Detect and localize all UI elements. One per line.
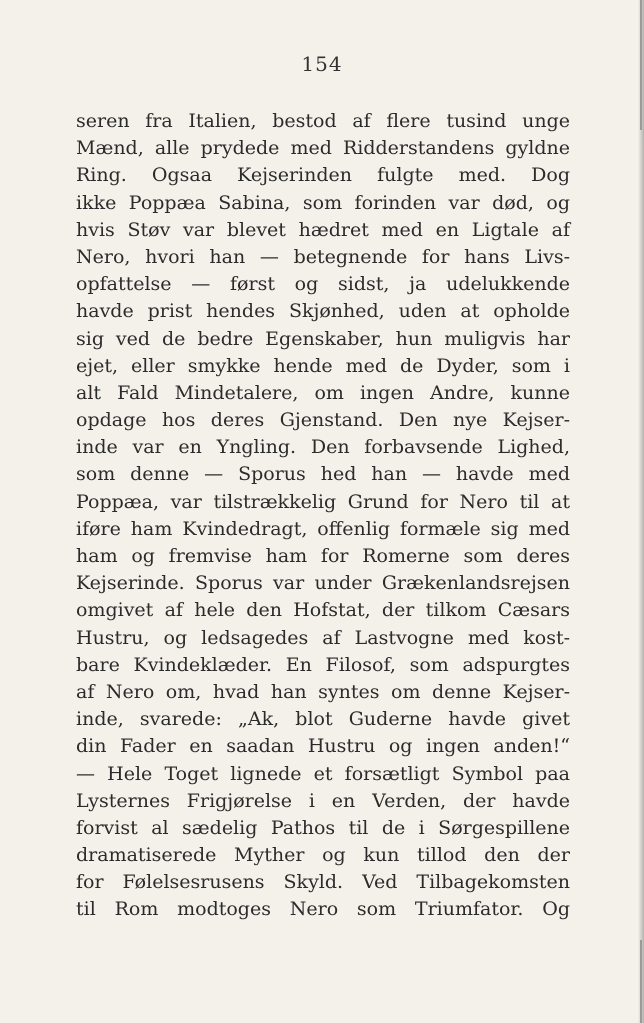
- text-line: for Følelsesrusens Skyld. Ved Tilbagekomsten: [76, 871, 570, 894]
- text-line: alt Fald Mindetalere, om ingen Andre, kunne: [76, 381, 570, 404]
- text-line: opdage hos deres Gjenstand. Den nye Kejser-: [76, 409, 570, 432]
- text-line: Lysternes Frigjørelse i en Verden, der havde: [76, 789, 570, 812]
- text-line: seren fra Italien, bestod af flere tusind unge: [76, 110, 570, 132]
- text-line: opfattelse — først og sidst, ja udelukkende: [76, 273, 570, 296]
- text-line: Kejserinde. Sporus var under Grækenlandsrejsen: [76, 572, 570, 595]
- text-line: din Fader en saadan Hustru og ingen anden!“: [76, 735, 570, 758]
- text-line: bare Kvindeklæder. En Filosof, som adspurgtes: [76, 653, 570, 676]
- text-line: inde var en Yngling. Den forbavsende Lighed,: [76, 436, 570, 459]
- text-line: Mænd, alle prydede med Ridderstandens gyldne: [76, 137, 570, 160]
- text-line: forvist al sædelig Pathos til de i Sørgespillene: [76, 816, 570, 839]
- text-line: Ring. Ogsaa Kejserinden fulgte med. Dog: [76, 164, 570, 187]
- text-line: Nero, hvori han — betegnende for hans Livs-: [76, 245, 570, 268]
- text-line: som denne — Sporus hed han — havde med: [76, 463, 570, 486]
- text-line: sig ved de bedre Egenskaber, hun muligvis har: [76, 327, 570, 350]
- text-line: ejet, eller smykke hende med de Dyder, som i: [76, 354, 570, 377]
- text-line: dramatiserede Myther og kun tillod den der: [76, 844, 570, 867]
- text-line: ham og fremvise ham for Romerne som deres: [76, 545, 570, 567]
- text-line: til Rom modtoges Nero som Triumfator. Og: [76, 898, 570, 921]
- body-text: [76, 108, 570, 924]
- page-edge-mark: [640, 940, 642, 1023]
- text-line: inde, svarede: „Ak, blot Guderne havde givet: [76, 708, 570, 731]
- page-edge-mark: [640, 0, 642, 130]
- text-line: af Nero om, hvad han syntes om denne Kejser-: [76, 680, 570, 703]
- text-line: hvis Støv var blevet hædret med en Ligtale af: [76, 218, 570, 241]
- text-line: — Hele Toget lignede et forsætligt Symbol paa: [76, 762, 570, 785]
- text-line: Hustru, og ledsagedes af Lastvogne med kost-: [76, 626, 570, 649]
- text-line: iføre ham Kvindedragt, offenlig formæle sig med: [76, 517, 570, 540]
- page-edge-shadow: [638, 0, 644, 1023]
- text-line: havde prist hendes Skjønhed, uden at opholde: [76, 300, 570, 323]
- text-line: omgivet af hele den Hofstat, der tilkom Cæsars: [76, 599, 570, 622]
- text-line: Poppæa, var tilstrækkelig Grund for Nero til at: [76, 490, 570, 513]
- text-line: ikke Poppæa Sabina, som forinden var død, og: [76, 191, 570, 214]
- page-number: 154: [301, 52, 343, 76]
